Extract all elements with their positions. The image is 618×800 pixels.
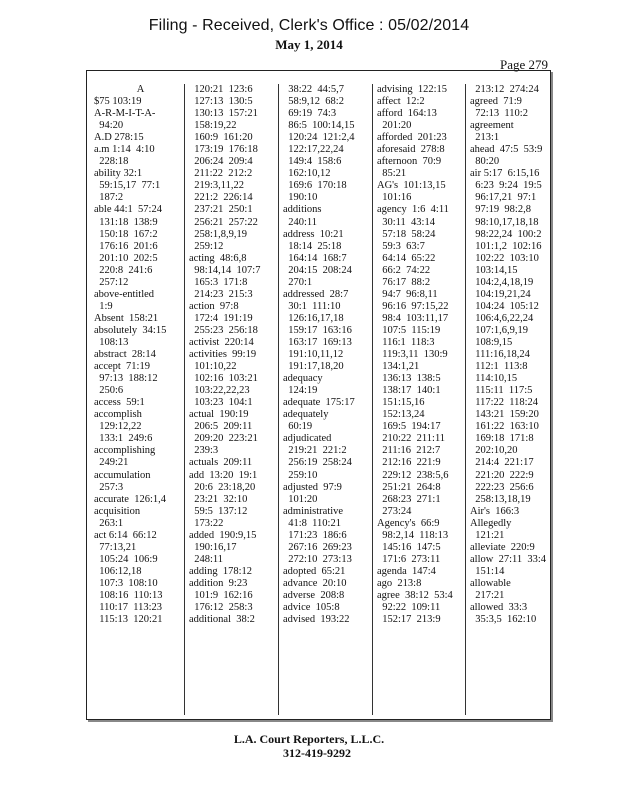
index-entry: agreed 71:9 <box>470 96 522 108</box>
index-entry: 107:1,6,9,19 <box>470 324 529 336</box>
index-entry: 213:1 <box>470 132 500 144</box>
index-entry: 187:2 <box>94 192 124 204</box>
index-letter-heading: A <box>136 84 145 95</box>
index-entry: 98:10,17,18,18 <box>470 216 539 228</box>
index-column-3 <box>283 84 376 716</box>
index-entry: 257:3 <box>94 481 124 493</box>
index-entry: 97:19 98:2,8 <box>470 204 531 216</box>
index-entry: 151:15,16 <box>377 397 425 409</box>
index-entry: actual 190:19 <box>189 409 249 421</box>
index-entry: 108:16 110:13 <box>94 589 163 601</box>
index-entry: allowable <box>470 577 511 589</box>
index-entry: 92:22 109:11 <box>377 602 441 614</box>
index-entry: 80:20 <box>470 156 500 168</box>
index-entry: 143:21 159:20 <box>470 409 539 421</box>
index-entry: 214:23 215:3 <box>189 288 253 300</box>
index-entry: acting 48:6,8 <box>189 252 247 264</box>
index-entry: 103:22,22,23 <box>189 385 250 397</box>
index-entry: 101:16 <box>377 192 412 204</box>
index-entry: action 97:8 <box>189 300 239 312</box>
index-entry: 23:21 32:10 <box>189 493 248 505</box>
index-entry: 202:10,20 <box>470 445 518 457</box>
index-entry: 211:16 212:7 <box>377 445 441 457</box>
index-entry: 35:3,5 162:10 <box>470 614 537 626</box>
index-entry: 258:13,18,19 <box>470 493 531 505</box>
index-entry: 214:4 221:17 <box>470 457 534 469</box>
index-entry: 206:5 209:11 <box>189 421 253 433</box>
index-entry: agreement <box>470 120 514 132</box>
index-entry: 259:10 <box>283 469 318 481</box>
index-entry: activities 99:19 <box>189 349 257 361</box>
index-entry: Agency's 66:9 <box>377 517 440 529</box>
index-entry: 268:23 271:1 <box>377 493 441 505</box>
index-entry: 115:13 120:21 <box>94 614 163 626</box>
index-entry: 1:9 <box>94 300 113 312</box>
index-entry: able 44:1 57:24 <box>94 204 162 216</box>
index-entry: act 6:14 66:12 <box>94 529 157 541</box>
index-entry: 58:9,12 68:2 <box>283 96 344 108</box>
index-entry: agency 1:6 4:11 <box>377 204 449 216</box>
page-number: Page 279 <box>499 57 548 72</box>
index-entry: 101:10,22 <box>189 361 237 373</box>
index-entry: 111:16,18,24 <box>470 349 530 361</box>
index-entry: Absent 158:21 <box>94 312 159 324</box>
index-entry: 57:18 58:24 <box>377 228 436 240</box>
index-entry: 6:23 9:24 19:5 <box>470 180 542 192</box>
index-entry: 133:1 249:6 <box>94 433 153 445</box>
index-entry: 162:10,12 <box>283 168 331 180</box>
index-entry: Air's 166:3 <box>470 505 520 517</box>
index-entry: 211:22 212:2 <box>189 168 253 180</box>
index-entry: 110:17 113:23 <box>94 602 163 614</box>
index-entry: additions <box>283 204 322 216</box>
index-entry: 41:8 110:21 <box>283 517 341 529</box>
index-entry: 228:18 <box>94 156 129 168</box>
index-entry: 134:1,21 <box>377 361 420 373</box>
index-entry: acquisition <box>94 505 141 517</box>
index-entry: 256:21 257:22 <box>189 216 258 228</box>
index-entry: 257:12 <box>94 276 129 288</box>
index-entry: 190:16,17 <box>189 541 237 553</box>
index-entry: 164:14 168:7 <box>283 252 347 264</box>
index-entry: 251:21 264:8 <box>377 481 441 493</box>
index-entry: 18:14 25:18 <box>283 240 342 252</box>
index-entry: advised 193:22 <box>283 614 350 626</box>
index-entry: 116:1 118:3 <box>377 336 435 348</box>
index-entry: 127:13 130:5 <box>189 96 253 108</box>
index-entry: 94:7 96:8,11 <box>377 288 438 300</box>
index-column-2 <box>189 84 282 716</box>
index-entry: ability 32:1 <box>94 168 143 180</box>
index-entry: 172:4 191:19 <box>189 312 253 324</box>
index-entry: 222:23 256:6 <box>470 481 534 493</box>
index-entry: affect 12:2 <box>377 96 425 108</box>
index-entry: addition 9:23 <box>189 577 248 589</box>
index-entry: actuals 209:11 <box>189 457 253 469</box>
index-entry: 131:18 138:9 <box>94 216 158 228</box>
index-entry: 85:21 <box>377 168 407 180</box>
index-entry: 273:24 <box>377 505 412 517</box>
index-entry: agenda 147:4 <box>377 565 436 577</box>
index-entry: 160:9 161:20 <box>189 132 253 144</box>
index-entry: 97:13 188:12 <box>94 373 158 385</box>
footer-company: L.A. Court Reporters, L.L.C. <box>233 732 385 746</box>
index-entry: 121:21 <box>470 529 505 541</box>
index-entry: 249:21 <box>94 457 129 469</box>
index-entry: 77:13,21 <box>94 541 137 553</box>
index-entry: accumulation <box>94 469 151 481</box>
index-entry: 86:5 100:14,15 <box>283 120 355 132</box>
index-entry: 76:17 88:2 <box>377 276 431 288</box>
index-entry: 138:17 140:1 <box>377 385 441 397</box>
index-entry: 72:13 110:2 <box>470 108 528 120</box>
index-entry: advice 105:8 <box>283 602 340 614</box>
index-entry: 108:13 <box>94 336 129 348</box>
index-entry: 270:1 <box>283 276 313 288</box>
index-entry: accomplishing <box>94 445 156 457</box>
index-entry: 150:18 167:2 <box>94 228 158 240</box>
index-entry: 103:14,15 <box>470 264 518 276</box>
index-entry: 149:4 158:6 <box>283 156 342 168</box>
index-entry: 173:19 176:18 <box>189 144 258 156</box>
index-entry: 120:24 121:2,4 <box>283 132 355 144</box>
index-entry: 204:15 208:24 <box>283 264 352 276</box>
index-entry: 221:20 222:9 <box>470 469 534 481</box>
index-entry: allowed 33:3 <box>470 602 528 614</box>
index-entry: 94:20 <box>94 120 124 132</box>
index-entry: 210:22 211:11 <box>377 433 446 445</box>
index-entry: 104:24 105:12 <box>470 300 539 312</box>
index-entry: 152:17 213:9 <box>377 614 441 626</box>
index-column-5 <box>470 84 563 716</box>
index-entry: accomplish <box>94 409 142 421</box>
index-entry: 112:1 113:8 <box>470 361 528 373</box>
index-entry: 169:5 194:17 <box>377 421 441 433</box>
index-entry: 98:4 103:11,17 <box>377 312 449 324</box>
index-entry: adopted 65:21 <box>283 565 346 577</box>
index-entry: 237:21 250:1 <box>189 204 253 216</box>
index-entry: 258:1,8,9,19 <box>189 228 248 240</box>
index-entry: address 10:21 <box>283 228 344 240</box>
index-entry: 66:2 74:22 <box>377 264 431 276</box>
index-entry: addressed 28:7 <box>283 288 349 300</box>
index-entry: 217:21 <box>470 589 505 601</box>
index-entry: ago 213:8 <box>377 577 422 589</box>
index-entry: 59:5 137:12 <box>189 505 248 517</box>
index-entry: above-entitled <box>94 288 155 300</box>
index-entry: advising 122:15 <box>377 84 447 95</box>
index-entry: 69:19 74:3 <box>283 108 337 120</box>
index-entry: 161:22 163:10 <box>470 421 539 433</box>
index-entry: 117:22 118:24 <box>470 397 539 409</box>
index-entry: administrative <box>283 505 344 517</box>
index-entry: a.m 1:14 4:10 <box>94 144 155 156</box>
index-entry: 159:17 163:16 <box>283 324 352 336</box>
index-entry: 102:16 103:21 <box>189 373 258 385</box>
footer-phone: 312-419-9292 <box>283 746 351 760</box>
index-entry: 191:17,18,20 <box>283 361 344 373</box>
index-entry: 59:15,17 77:1 <box>94 180 161 192</box>
index-entry: adjudicated <box>283 433 332 445</box>
index-entry: adverse 208:8 <box>283 589 345 601</box>
index-entry: 107:5 115:19 <box>377 324 441 336</box>
index-entry: access 59:1 <box>94 397 145 409</box>
index-entry: adding 178:12 <box>189 565 252 577</box>
index-entry: 171:23 186:6 <box>283 529 347 541</box>
index-entry: agree 38:12 53:4 <box>377 589 453 601</box>
index-entry: 248:11 <box>189 553 224 565</box>
index-entry: 108:9,15 <box>470 336 513 348</box>
index-entry: 96:16 97:15,22 <box>377 300 449 312</box>
index-entry: 240:11 <box>283 216 318 228</box>
index-entry: 104:19,21,24 <box>470 288 531 300</box>
index-entry: afternoon 70:9 <box>377 156 442 168</box>
index-column-4 <box>377 84 470 716</box>
index-entry: 151:14 <box>470 565 505 577</box>
index-entry: afforded 201:23 <box>377 132 447 144</box>
index-entry: additional 38:2 <box>189 614 255 626</box>
index-entry: 259:12 <box>189 240 224 252</box>
index-entry: 115:11 117:5 <box>470 385 533 397</box>
index-entry: AG's 101:13,15 <box>377 180 446 192</box>
index-entry: 209:20 223:21 <box>189 433 258 445</box>
index-entry: 152:13,24 <box>377 409 425 421</box>
index-entry: 101:9 162:16 <box>189 589 253 601</box>
index-entry: 103:23 104:1 <box>189 397 253 409</box>
index-entry: 165:3 171:8 <box>189 276 248 288</box>
index-entry: 263:1 <box>94 517 124 529</box>
index-entry: 30:1 111:10 <box>283 300 341 312</box>
index-entry: 98:14,14 107:7 <box>189 264 261 276</box>
index-entry: 122:17,22,24 <box>283 144 344 156</box>
index-entry: 64:14 65:22 <box>377 252 436 264</box>
index-entry: activist 220:14 <box>189 336 254 348</box>
index-entry: 201:10 202:5 <box>94 252 158 264</box>
index-entry: alleviate 220:9 <box>470 541 535 553</box>
index-entry: 102:22 103:10 <box>470 252 539 264</box>
index-entry: air 5:17 6:15,16 <box>470 168 540 180</box>
index-entry: 176:12 258:3 <box>189 602 253 614</box>
index-entry: 119:3,11 130:9 <box>377 349 448 361</box>
index-entry: 256:19 258:24 <box>283 457 352 469</box>
index-entry: accurate 126:1,4 <box>94 493 167 505</box>
index-entry: 107:3 108:10 <box>94 577 158 589</box>
index-entry: 105:24 106:9 <box>94 553 158 565</box>
index-entry: absolutely 34:15 <box>94 324 167 336</box>
index-entry: 201:20 <box>377 120 412 132</box>
index-entry: 219:3,11,22 <box>189 180 245 192</box>
index-column-1 <box>94 84 187 716</box>
index-entry: 267:16 269:23 <box>283 541 352 553</box>
index-entry: advance 20:10 <box>283 577 347 589</box>
index-entry: 221:2 226:14 <box>189 192 253 204</box>
index-entry: 213:12 274:24 <box>470 84 539 95</box>
index-entry: 96:17,21 97:1 <box>470 192 537 204</box>
index-entry: A.D 278:15 <box>94 132 144 144</box>
index-entry: 126:16,17,18 <box>283 312 344 324</box>
index-entry: 163:17 169:13 <box>283 336 352 348</box>
index-entry: 206:24 209:4 <box>189 156 253 168</box>
index-entry: 190:10 <box>283 192 318 204</box>
index-entry: 212:16 221:9 <box>377 457 441 469</box>
index-entry: Allegedly <box>470 517 512 529</box>
index-entry: 98:2,14 118:13 <box>377 529 449 541</box>
index-entry: 136:13 138:5 <box>377 373 441 385</box>
index-entry: add 13:20 19:1 <box>189 469 258 481</box>
index-entry: adequate 175:17 <box>283 397 355 409</box>
index-entry: adequately <box>283 409 329 421</box>
index-entry: $75 103:19 <box>94 96 142 108</box>
index-entry: accept 71:19 <box>94 361 150 373</box>
index-entry: afford 164:13 <box>377 108 437 120</box>
index-entry: 114:10,15 <box>470 373 518 385</box>
index-entry: adequacy <box>283 373 323 385</box>
index-entry: 171:6 273:11 <box>377 553 441 565</box>
index-entry: A-R-M-I-T-A- <box>94 108 156 120</box>
index-entry: 98:22,24 100:2 <box>470 228 542 240</box>
index-entry: abstract 28:14 <box>94 349 156 361</box>
index-entry: 239:3 <box>189 445 219 457</box>
index-entry: aforesaid 278:8 <box>377 144 445 156</box>
index-entry: 272:10 273:13 <box>283 553 352 565</box>
filing-stamp: Filing - Received, Clerk's Office : 05/02/2014 <box>148 17 470 34</box>
index-entry: 106:12,18 <box>94 565 142 577</box>
transcript-date: May 1, 2014 <box>275 37 343 52</box>
index-entry: 129:12,22 <box>94 421 142 433</box>
index-entry: 191:10,11,12 <box>283 349 344 361</box>
index-entry: 169:18 171:8 <box>470 433 534 445</box>
index-entry: 124:19 <box>283 385 318 397</box>
index-entry: added 190:9,15 <box>189 529 257 541</box>
index-entry: 104:2,4,18,19 <box>470 276 534 288</box>
index-entry: 158:19,22 <box>189 120 237 132</box>
index-entry: ahead 47:5 53:9 <box>470 144 543 156</box>
index-entry: allow 27:11 33:4 <box>470 553 547 565</box>
index-entry: 176:16 201:6 <box>94 240 158 252</box>
index-entry: 60:19 <box>283 421 313 433</box>
index-entry: 20:6 23:18,20 <box>189 481 256 493</box>
index-entry: 130:13 157:21 <box>189 108 258 120</box>
index-entry: 145:16 147:5 <box>377 541 441 553</box>
index-entry: 106:4,6,22,24 <box>470 312 534 324</box>
index-entry: 173:22 <box>189 517 224 529</box>
index-entry: 101:20 <box>283 493 318 505</box>
index-entry: 220:8 241:6 <box>94 264 153 276</box>
index-entry: 101:1,2 102:16 <box>470 240 542 252</box>
index-entry: 255:23 256:18 <box>189 324 258 336</box>
index-entry: 219:21 221:2 <box>283 445 347 457</box>
index-entry: adjusted 97:9 <box>283 481 342 493</box>
index-entry: 30:11 43:14 <box>377 216 435 228</box>
index-entry: 250:6 <box>94 385 124 397</box>
index-entry: 59:3 63:7 <box>377 240 425 252</box>
index-entry: 229:12 238:5,6 <box>377 469 449 481</box>
index-entry: 38:22 44:5,7 <box>283 84 344 95</box>
index-entry: 169:6 170:18 <box>283 180 347 192</box>
index-entry: 120:21 123:6 <box>189 84 253 95</box>
